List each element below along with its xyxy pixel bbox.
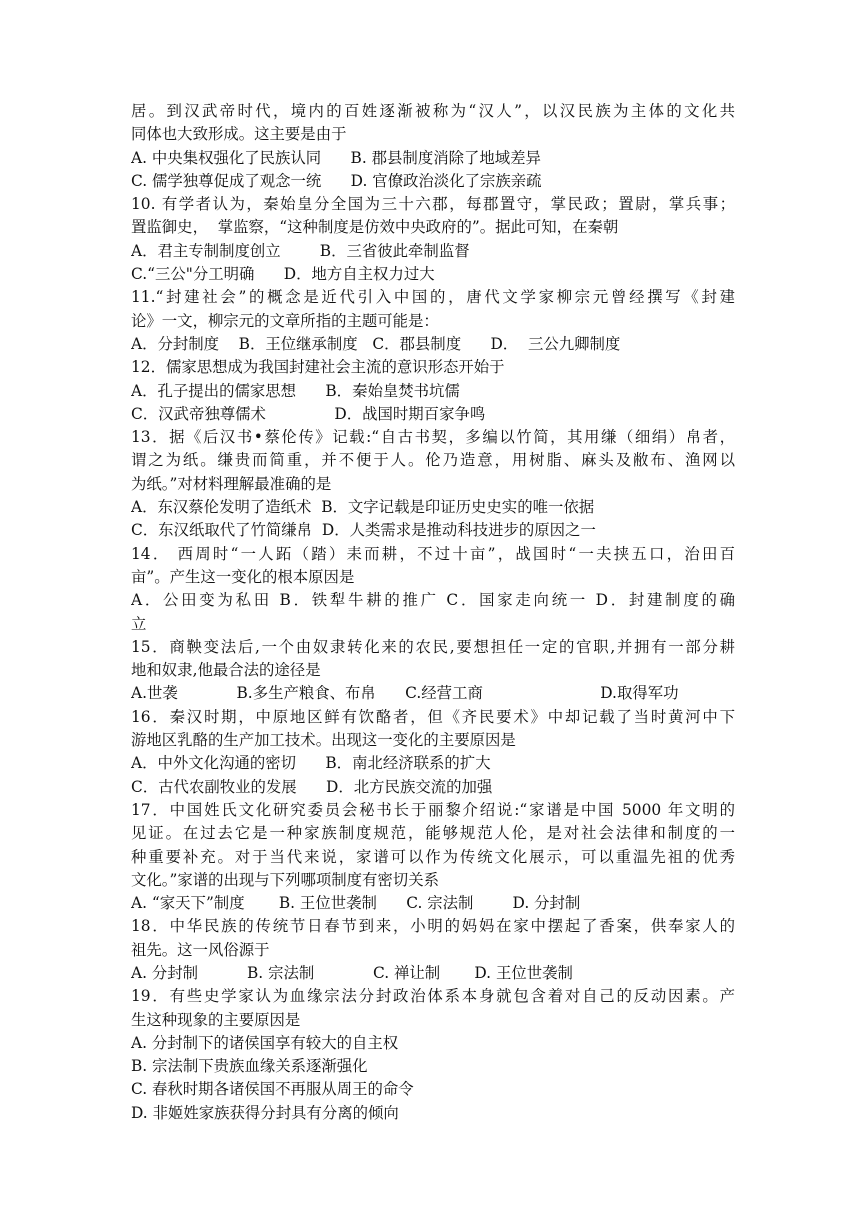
option-line: A．东汉蔡伦发明了造纸术 B．文字记载是印证历史史实的唯一依据 [131, 498, 595, 517]
option-line: C.“三公"分工明确 D．地方自主权力过大 [131, 265, 435, 284]
text-line: 立 [131, 614, 147, 633]
text-line: 游地区乳酪的生产加工技术。出现这一变化的主要原因是 [131, 731, 516, 750]
text-line: 谓之为纸。缣贵而简重，并不便于人。伦乃造意，用树脂、麻头及敝布、渔网以 [131, 451, 735, 470]
option-line: A. 中央集权强化了民族认同 B. 郡县制度消除了地域差异 [131, 148, 541, 167]
option-line: C. 儒学独尊促成了观念一统 D. 官僚政治淡化了宗族亲疏 [131, 171, 542, 190]
question-text-block [131, 100, 735, 1125]
text-line: 亩”。产生这一变化的根本原因是 [131, 567, 355, 586]
option-line: C．东汉纸取代了竹简缣帛 D．人类需求是推动科技进步的原因之一 [131, 521, 596, 540]
question-line: 10. 有学者认为，秦始皇分全国为三十六郡，每郡置守，掌民政；置尉，掌兵事； [131, 195, 735, 214]
text-line: 见证。在过去它是一种家族制度规范，能够规范人伦，是对社会法律和制度的一 [131, 824, 735, 843]
text-line: 论》一文，柳宗元的文章所指的主题可能是： [131, 311, 439, 330]
question-line: 13．据《后汉书•蔡伦传》记载:“自古书契，多编以竹简，其用缣（细绢）帛者， [131, 428, 735, 447]
option-line: A.世袭 B.多生产粮食、布帛 C.经营工商 D.取得军功 [131, 684, 679, 703]
option-line: A. “家天下”制度 B. 王位世袭制 C. 宗法制 D. 分封制 [131, 894, 581, 913]
text-line: 为纸。”对材料理解最准确的是 [131, 474, 332, 493]
option-line: A．分封制度 B．王位继承制度 C．郡县制度 D． 三公九卿制度 [131, 334, 621, 353]
text-line: 祖先。这一风俗源于 [131, 940, 270, 959]
question-line: 12．儒家思想成为我国封建社会主流的意识形态开始于 [131, 358, 505, 377]
text-line: 文化。”家谱的出现与下列哪项制度有密切关系 [131, 870, 439, 889]
question-line: 14． 西周时“一人跖（踏）耒而耕，不过十亩”，战国时“一夫挟五口，治田百 [131, 544, 735, 563]
question-line: 17．中国姓氏文化研究委员会秘书长于丽黎介绍说:“家谱是中国 5000 年文明的 [131, 800, 735, 819]
text-line: 居。到汉武帝时代，境内的百姓逐渐被称为“汉人”，以汉民族为主体的文化共 [131, 102, 735, 120]
question-line: 15．商鞅变法后,一个由奴隶转化来的农民,要想担任一定的官职,并拥有一部分耕 [131, 637, 735, 656]
option-line: A．君主专制制度创立 B．三省彼此牵制监督 [131, 241, 470, 260]
option-line: A．孔子提出的儒家思想 B．秦始皇焚书坑儒 [131, 381, 460, 400]
option-line: D. 非姬姓家族获得分封具有分离的倾向 [131, 1103, 399, 1122]
option-line: A．公田变为私田 B．铁犁牛耕的推广 C．国家走向统一 D．封建制度的确 [131, 591, 735, 610]
option-line: A. 分封制下的诸侯国享有较大的自主权 [131, 1033, 399, 1052]
text-line: 种重要补充。对于当代来说，家谱可以作为传统文化展示，可以重温先祖的优秀 [131, 847, 735, 866]
question-line: 16．秦汉时期，中原地区鲜有饮酪者，但《齐民要术》中却记载了当时黄河中下 [131, 707, 735, 726]
text-line: 同体也大致形成。这主要是由于 [131, 125, 347, 144]
option-line: C．古代农副牧业的发展 D．北方民族交流的加强 [131, 777, 493, 796]
option-line: C. 春秋时期各诸侯国不再服从周王的命令 [131, 1080, 414, 1099]
question-line: 11.“封建社会”的概念是近代引入中国的，唐代文学家柳宗元曾经撰写《封建 [131, 288, 735, 307]
question-line: 18．中华民族的传统节日春节到来，小明的妈妈在家中摆起了香案，供奉家人的 [131, 917, 735, 936]
question-line: 19．有些史学家认为血缘宗法分封政治体系本身就包含着对自己的反动因素。产 [131, 987, 735, 1006]
option-line: A．中外文化沟通的密切 B．南北经济联系的扩大 [131, 754, 491, 773]
option-line: B. 宗法制下贵族血缘关系逐渐强化 [131, 1057, 368, 1076]
option-line: C．汉武帝独尊儒术 D．战国时期百家争鸣 [131, 404, 486, 423]
option-line: A. 分封制 B. 宗法制 C. 禅让制 D. 王位世袭制 [131, 963, 573, 982]
text-line: 生这种现象的主要原因是 [131, 1010, 301, 1029]
text-line: 地和奴隶,他最合法的途径是 [131, 661, 321, 680]
text-line: 置监御史， 掌监察，“这种制度是仿效中央政府的”。据此可知，在秦朝 [131, 218, 619, 237]
